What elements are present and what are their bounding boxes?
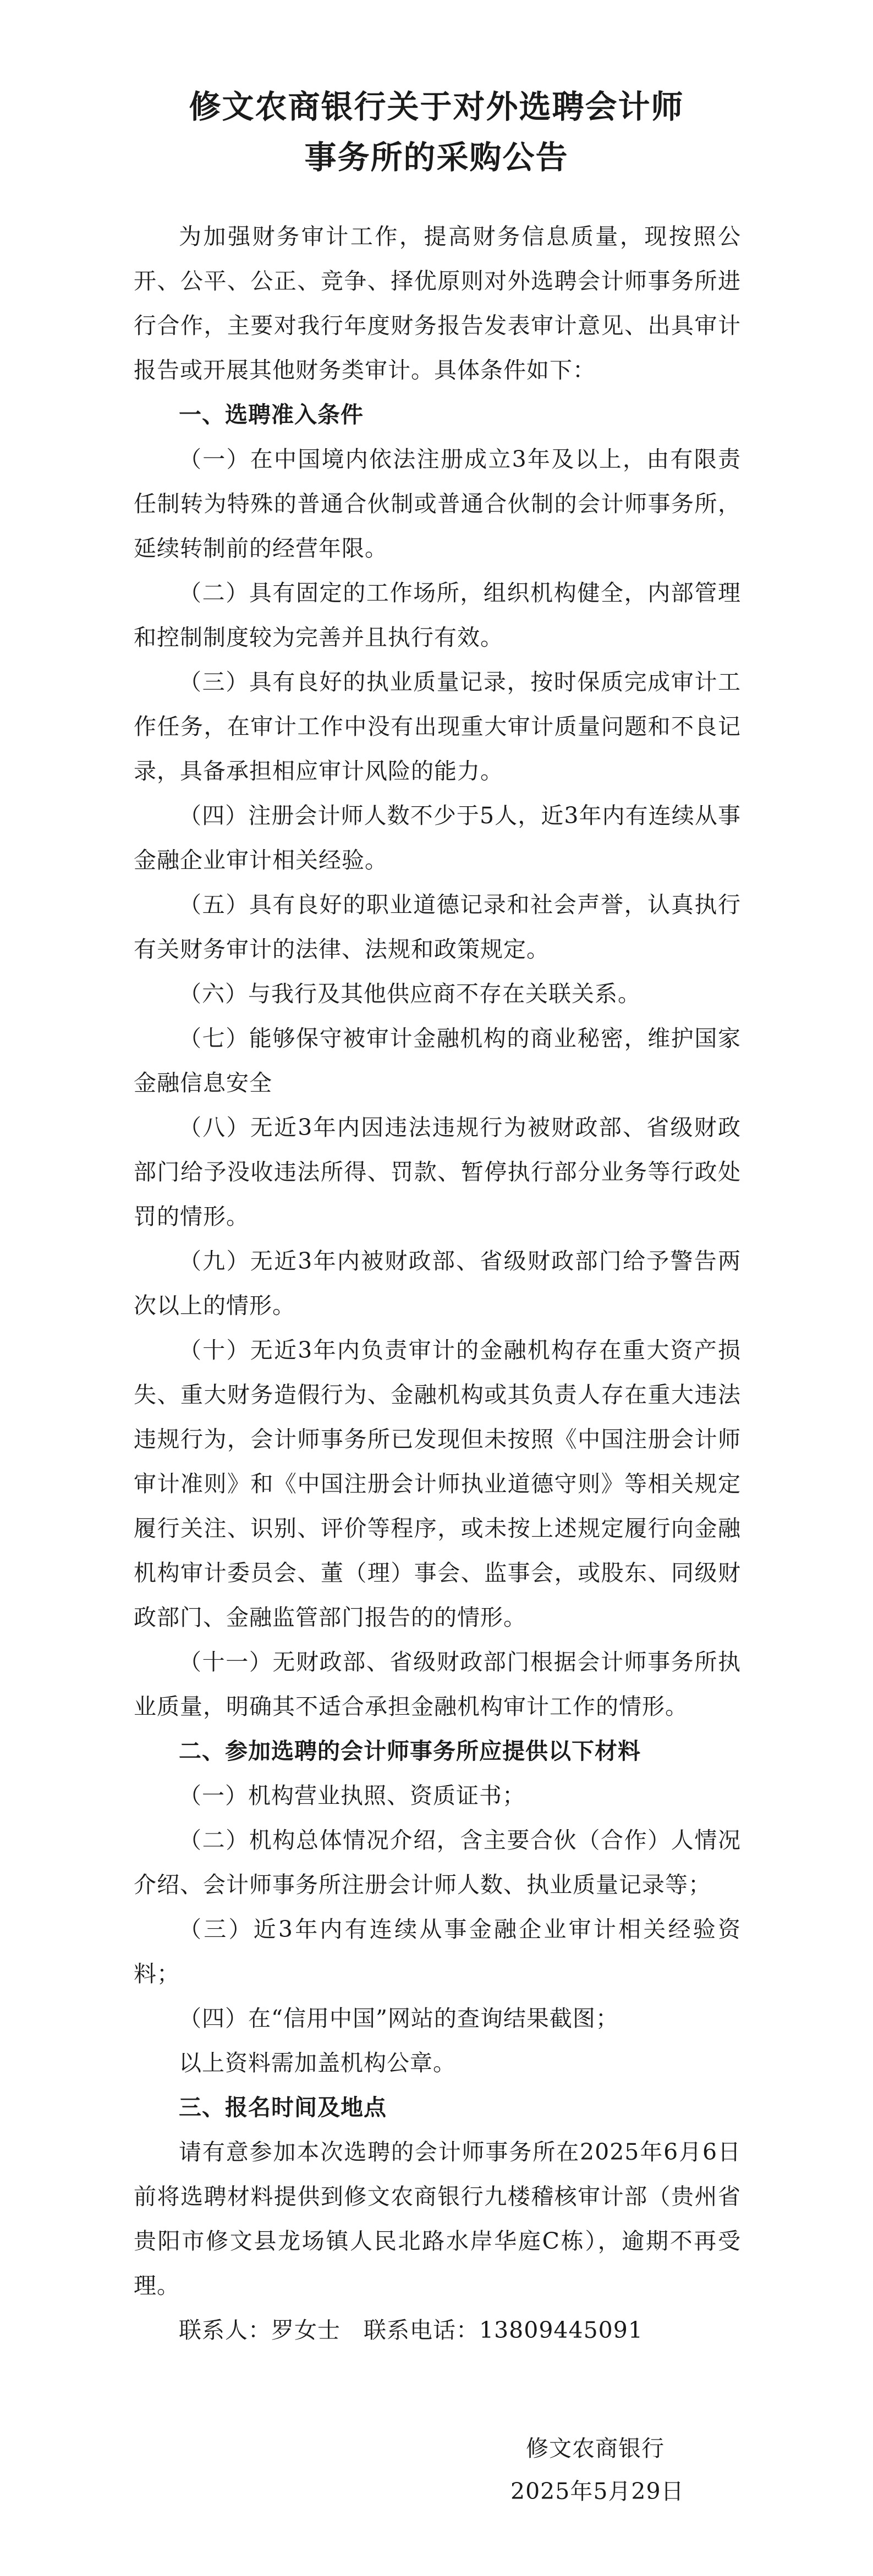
criteria-item: （四）注册会计师人数不少于5人，近3年内有连续从事金融企业审计相关经验。 [134, 802, 741, 873]
materials-item: 以上资料需加盖机构公章。 [179, 2050, 456, 2076]
section-heading-materials: 二、参加选聘的会计师事务所应提供以下材料 [179, 1738, 641, 1764]
signature-organization: 修文农商银行 [526, 2435, 665, 2462]
contact-line: 联系人：罗女士 联系电话：13809445091 [179, 2317, 643, 2343]
signature-date: 2025年5月29日 [510, 2478, 684, 2505]
section-heading-criteria: 一、选聘准入条件 [179, 401, 364, 428]
criteria-item: （八）无近3年内因违法违规行为被财政部、省级财政部门给予没收违法所得、罚款、暂停执行部分业务等行政处罚的情形。 [134, 1114, 741, 1230]
section-heading-registration: 三、报名时间及地点 [179, 2094, 387, 2121]
document-title-line-2: 事务所的采购公告 [304, 139, 569, 176]
criteria-item: （三）具有良好的执业质量记录，按时保质完成审计工作任务，在审计工作中没有出现重大审计质量问题和不良记录，具备承担相应审计风险的能力。 [134, 669, 741, 784]
criteria-item: （五）具有良好的职业道德记录和社会声誉，认真执行有关财务审计的法律、法规和政策规定。 [134, 891, 741, 962]
criteria-item: （六）与我行及其他供应商不存在关联关系。 [179, 981, 641, 1007]
criteria-item: （二）具有固定的工作场所，组织机构健全，内部管理和控制制度较为完善并且执行有效。 [134, 580, 741, 651]
document-body [134, 214, 741, 2353]
criteria-item: （七）能够保守被审计金融机构的商业秘密，维护国家金融信息安全 [134, 1025, 741, 1096]
materials-item: （一）机构营业执照、资质证书； [179, 1782, 525, 1809]
criteria-item: （一）在中国境内依法注册成立3年及以上，由有限责任制转为特殊的普通合伙制或普通合伙制的会计师事务所，延续转制前的经营年限。 [134, 446, 741, 562]
document-title-line-1: 修文农商银行关于对外选聘会计师 [189, 88, 684, 125]
criteria-item: （九）无近3年内被财政部、省级财政部门给予警告两次以上的情形。 [134, 1248, 741, 1319]
criteria-item: （十）无近3年内负责审计的金融机构存在重大资产损失、重大财务造假行为、金融机构或其负责人存在重大违法违规行为，会计师事务所已发现但未按照《中国注册会计师审计准则》和《中国注册会计师执业道德守则》等相关规定履行关注、识别、评价等程序，或未按上述规定履行向金融机构审计委员会、董（理）事会、监事会，或股东、同级财政部门、金融监管部门报告的的情形。 [134, 1337, 741, 1631]
materials-item: （三）近3年内有连续从事金融企业审计相关经验资料； [134, 1916, 741, 1987]
registration-paragraph: 请有意参加本次选聘的会计师事务所在2025年6月6日前将选聘材料提供到修文农商银行九楼稽核审计部（贵州省贵阳市修文县龙场镇人民北路水岸华庭C栋），逾期不再受理。 [134, 2139, 741, 2299]
criteria-item: （十一）无财政部、省级财政部门根据会计师事务所执业质量，明确其不适合承担金融机构审计工作的情形。 [134, 1649, 741, 1720]
intro-paragraph: 为加强财务审计工作，提高财务信息质量，现按照公开、公平、公正、竞争、择优原则对外选聘会计师事务所进行合作，主要对我行年度财务报告发表审计意见、出具审计报告或开展其他财务类审计。具体条件如下： [134, 223, 741, 383]
materials-item: （二）机构总体情况介绍，含主要合伙（合作）人情况介绍、会计师事务所注册会计师人数、执业质量记录等； [134, 1827, 741, 1898]
materials-item: （四）在“信用中国”网站的查询结果截图； [179, 2005, 619, 2032]
